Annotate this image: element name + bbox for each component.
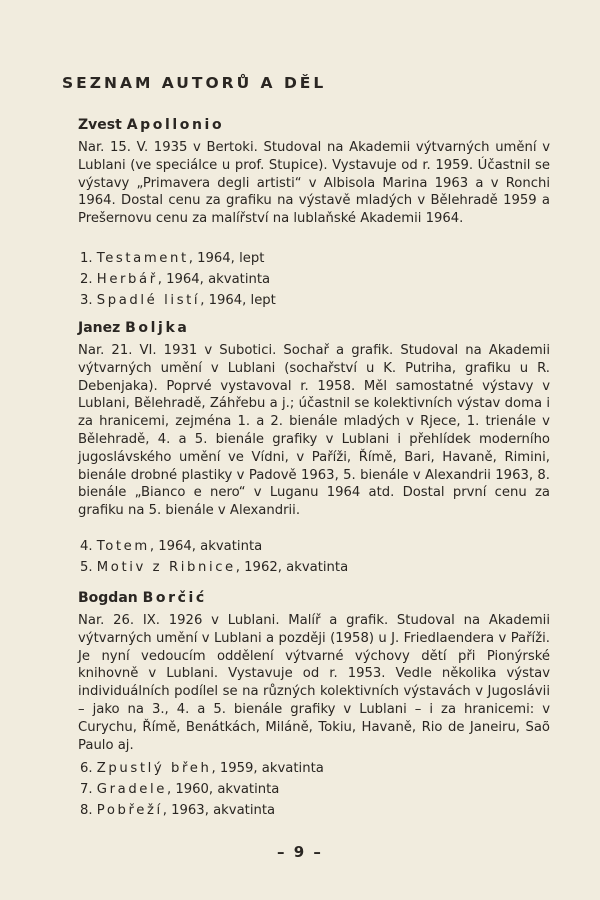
page-heading: SEZNAM AUTORŮ A DĚL	[62, 74, 327, 92]
works-list	[80, 758, 324, 821]
work-item: 6. Zpustlý břeh, 1959, akvatinta	[80, 761, 324, 776]
author-first-name: Bogdan	[78, 590, 138, 606]
work-item: 5. Motiv z Ribnice, 1962, akvatinta	[80, 560, 349, 575]
work-title: Gradele	[96, 782, 167, 797]
work-title: Spadlé listí	[96, 293, 201, 308]
work-item: 3. Spadlé listí, 1964, lept	[80, 293, 276, 308]
author-biography: Nar. 21. VI. 1931 v Subotici. Sochař a grafik. Studoval na Akademii výtvarných umění v Lublani (sochařství u K. Putriha, grafiku u R. Debenjaka). Poprvé vystavoval r. 1958. Měl samostatné výstavy v Lublani, Bělehradě, Záhřebu a j.; účastnil se kolektivních výstav doma i za hranicemi, zejména 1. a 2. bienále mladých v Rjece, 1. trienále v Bělehradě, 4. a 5. bienále grafiky v Lublani i přehlídek moderního jugoslávského umění ve Vídni, v Paříži, Římě, Bari, Havaně, Rimini, bienále drobné plastiky v Padově 1963, 5. bienále v Alexandrii 1963, 8. bienále „Bianco e nero“ v Luganu 1964 atd. Dostal první cenu za grafiku na 5. bienále v Alexandrii.	[78, 343, 550, 519]
work-item: 7. Gradele, 1960, akvatinta	[80, 782, 280, 797]
author-last-name: Borčić	[142, 590, 207, 606]
page-number: – 9 –	[277, 843, 323, 861]
author-biography: Nar. 26. IX. 1926 v Lublani. Malíř a grafik. Studoval na Akademii výtvarných umění v Lublani a později (1958) u J. Friedlaendera v Paříži. Je nyní vedoucím oddělení výtvarné výchovy dětí při Pionýrské knihovně v Lublani. Vystavuje od r. 1953. Vedle několika výstav individuálních podílel se na různých kolektivních výstavách v Jugoslávii – jako na 3., 4. a 5. bienále grafiky v Lublani – i za hranicemi: v Curychu, Římě, Benátkách, Miláně, Tokiu, Havaně, Rio de Janeiru, Saõ Paulo aj.	[78, 613, 550, 753]
author-name	[78, 117, 224, 133]
work-item: 1. Testament, 1964, lept	[80, 251, 265, 266]
author-name	[78, 590, 207, 606]
author-first-name: Zvest	[78, 117, 122, 133]
work-title: Testament	[96, 251, 189, 266]
author-first-name: Janez	[78, 320, 121, 336]
work-item: 2. Herbář, 1964, akvatinta	[80, 272, 271, 287]
work-item: 4. Totem, 1964, akvatinta	[80, 539, 263, 554]
author-last-name: Apollonio	[126, 117, 225, 133]
work-item: 8. Pobřeží, 1963, akvatinta	[80, 803, 276, 818]
work-title: Zpustlý břeh	[96, 761, 212, 776]
work-title: Motiv z Ribnice	[96, 560, 236, 575]
works-list	[80, 248, 276, 311]
work-title: Herbář	[96, 272, 158, 287]
works-list	[80, 536, 348, 578]
author-biography: Nar. 15. V. 1935 v Bertoki. Studoval na Akademii výtvarných umění v Lublani (ve speciálce u prof. Stupice). Vystavuje od r. 1959. Účastnil se výstavy „Primavera degli artisti“ v Albisola Marina 1963 a v Ronchi 1964. Dostal cenu za grafiku na výstavě mladých v Bělehradě 1959 a Prešernovu cenu za malířství na lublaňské Akademii 1964.	[78, 140, 550, 227]
work-title: Totem	[96, 539, 150, 554]
author-last-name: Boljka	[125, 320, 190, 336]
work-title: Pobřeží	[96, 803, 163, 818]
author-name	[78, 320, 189, 336]
